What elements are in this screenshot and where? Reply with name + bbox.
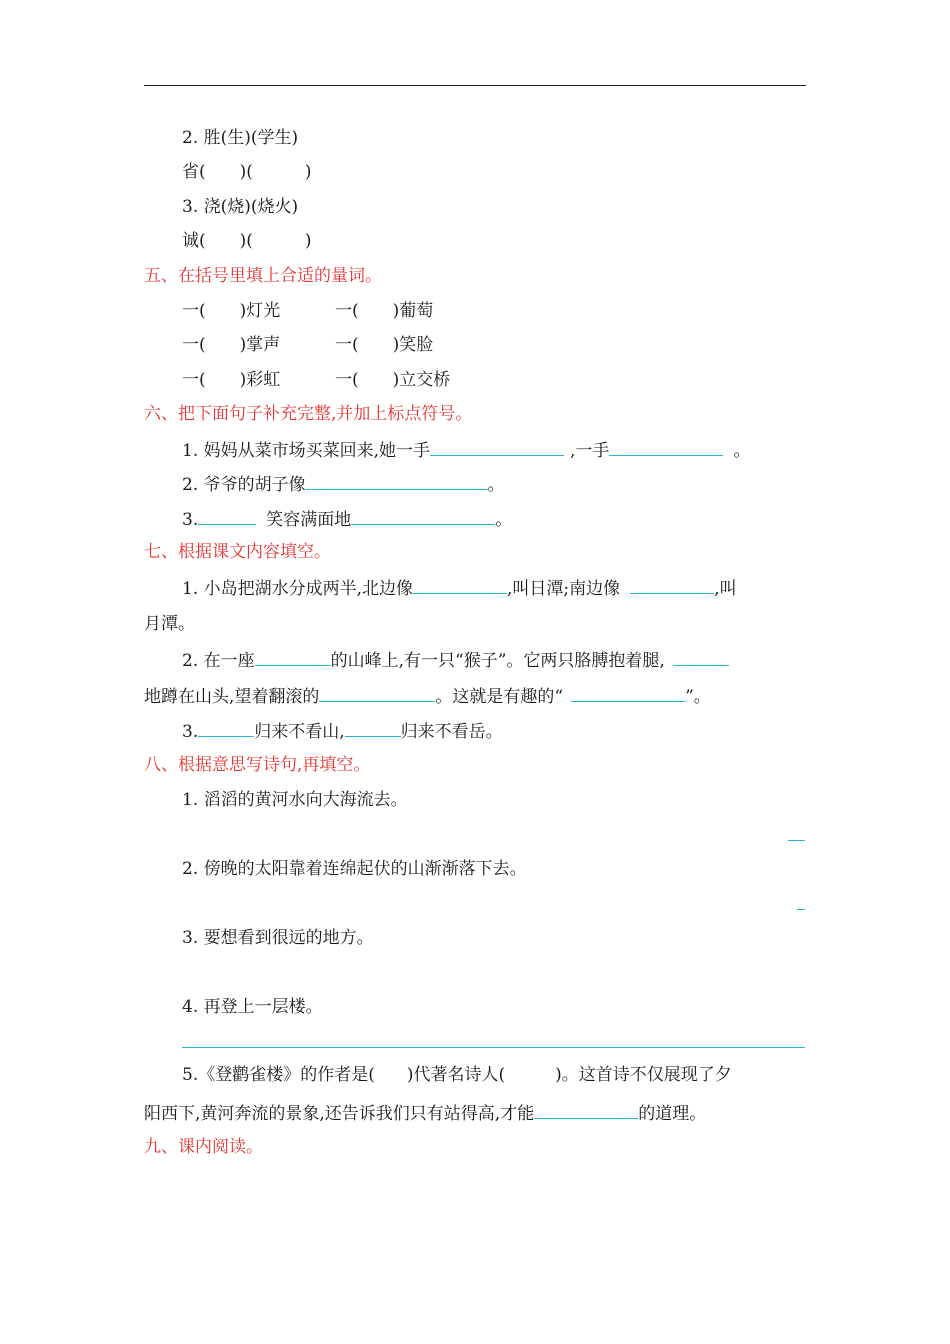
answer-line[interactable] [797, 909, 805, 910]
yi: 一( [335, 370, 359, 390]
char-label: 省( [182, 162, 206, 182]
paren: )( [239, 162, 253, 182]
answer-blank[interactable] [430, 437, 564, 456]
answer-blank[interactable] [306, 471, 488, 490]
text: )。这首诗不仅展现了夕 [555, 1065, 732, 1085]
yi: 一( [335, 335, 359, 355]
answer-blank[interactable] [351, 506, 495, 525]
noun: )立交桥 [392, 370, 451, 390]
measure-word-3 [182, 333, 280, 357]
s7-q1-cont: 月潭。 [144, 614, 195, 634]
text: ,叫日潭;南边像 [507, 579, 621, 599]
text: 3. [182, 722, 199, 742]
answer-blank[interactable] [255, 647, 331, 666]
section-8-heading: 八、根据意思写诗句,再填空。 [144, 755, 371, 775]
q4-item-2 [182, 126, 298, 150]
s6-q2 [182, 471, 505, 497]
text: 地蹲在山头,望着翻滚的 [144, 687, 320, 707]
s8-q2: 2. 傍晚的太阳靠着连绵起伏的山渐渐落下去。 [182, 859, 527, 879]
yi: 一( [182, 370, 206, 390]
text: 。 [495, 510, 513, 530]
text: 的山峰上,有一只“猴子”。它两只胳膊抱着腿, [330, 651, 665, 671]
text: 的道理。 [638, 1104, 707, 1124]
text: 。 [487, 475, 505, 495]
noun: )笑脸 [392, 335, 434, 355]
section-6-heading: 六、把下面句子补充完整,并加上标点符号。 [144, 404, 473, 424]
section-7-heading: 七、根据课文内容填空。 [144, 542, 331, 562]
text: 1. 妈妈从菜市场买菜回来,她一手 [182, 441, 431, 461]
measure-word-2 [335, 299, 433, 323]
s7-q1 [182, 575, 737, 601]
s8-q1: 1. 滔滔的黄河水向大海流去。 [182, 790, 408, 810]
noun: )灯光 [239, 301, 281, 321]
q4-item-3-text: 3. 浇(烧)(烧火) [182, 197, 299, 217]
text: ,一手 [570, 441, 610, 461]
answer-blank[interactable] [609, 437, 723, 456]
q4-item-3-answer [182, 229, 312, 253]
text: 2. 爷爷的胡子像 [182, 475, 306, 495]
text: 阳西下,黄河奔流的景象,还告诉我们只有站得高,才能 [144, 1104, 535, 1124]
yi: 一( [335, 301, 359, 321]
answer-blank[interactable] [571, 683, 685, 702]
q4-item-3 [182, 195, 298, 219]
s6-q1 [182, 437, 750, 463]
text: 。这就是有趣的“ [435, 687, 564, 707]
text: ,叫 [714, 579, 737, 599]
header-rule [144, 85, 806, 86]
s7-q2 [182, 647, 729, 673]
paren: ) [304, 162, 312, 182]
paren: )( [239, 231, 253, 251]
yi: 一( [182, 335, 206, 355]
text: 3. [182, 510, 199, 530]
s7-q2-cont [144, 683, 711, 709]
noun: )掌声 [239, 335, 281, 355]
paren: ) [304, 231, 312, 251]
text: )代著名诗人( [406, 1065, 506, 1085]
measure-word-6 [335, 368, 450, 392]
s8-q5-cont [144, 1100, 706, 1126]
answer-blank[interactable] [345, 718, 401, 737]
answer-line[interactable] [788, 840, 805, 841]
text: 2. 在一座 [182, 651, 255, 671]
answer-blank[interactable] [534, 1100, 638, 1119]
measure-word-1 [182, 299, 280, 323]
s8-q4: 4. 再登上一层楼。 [182, 997, 323, 1017]
q4-item-2-text: 2. 胜(生)(学生) [182, 128, 299, 148]
answer-blank[interactable] [198, 506, 256, 525]
section-9-heading: 九、课内阅读。 [144, 1137, 263, 1157]
text: ”。 [685, 687, 711, 707]
char-label: 诚( [182, 231, 206, 251]
q4-item-2-answer [182, 160, 312, 184]
answer-line[interactable] [182, 1047, 805, 1048]
section-5-heading: 五、在括号里填上合适的量词。 [144, 266, 382, 286]
text: 笑容满面地 [266, 510, 352, 530]
measure-word-5 [182, 368, 280, 392]
s6-q3 [182, 506, 512, 532]
answer-blank[interactable] [319, 683, 435, 702]
answer-blank[interactable] [198, 718, 254, 737]
noun: )葡萄 [392, 301, 434, 321]
text: 归来不看山, [254, 722, 345, 742]
s8-q3: 3. 要想看到很远的地方。 [182, 928, 374, 948]
text: 5.《登鹳雀楼》的作者是( [182, 1065, 375, 1085]
text: 。 [733, 441, 751, 461]
s7-q3 [182, 718, 503, 744]
text: 归来不看岳。 [400, 722, 503, 742]
s8-q5 [182, 1063, 732, 1087]
text: 1. 小岛把湖水分成两半,北边像 [182, 579, 414, 599]
answer-blank[interactable] [673, 647, 729, 666]
answer-blank[interactable] [413, 575, 507, 594]
yi: 一( [182, 301, 206, 321]
answer-blank[interactable] [630, 575, 714, 594]
noun: )彩虹 [239, 370, 281, 390]
measure-word-4 [335, 333, 433, 357]
